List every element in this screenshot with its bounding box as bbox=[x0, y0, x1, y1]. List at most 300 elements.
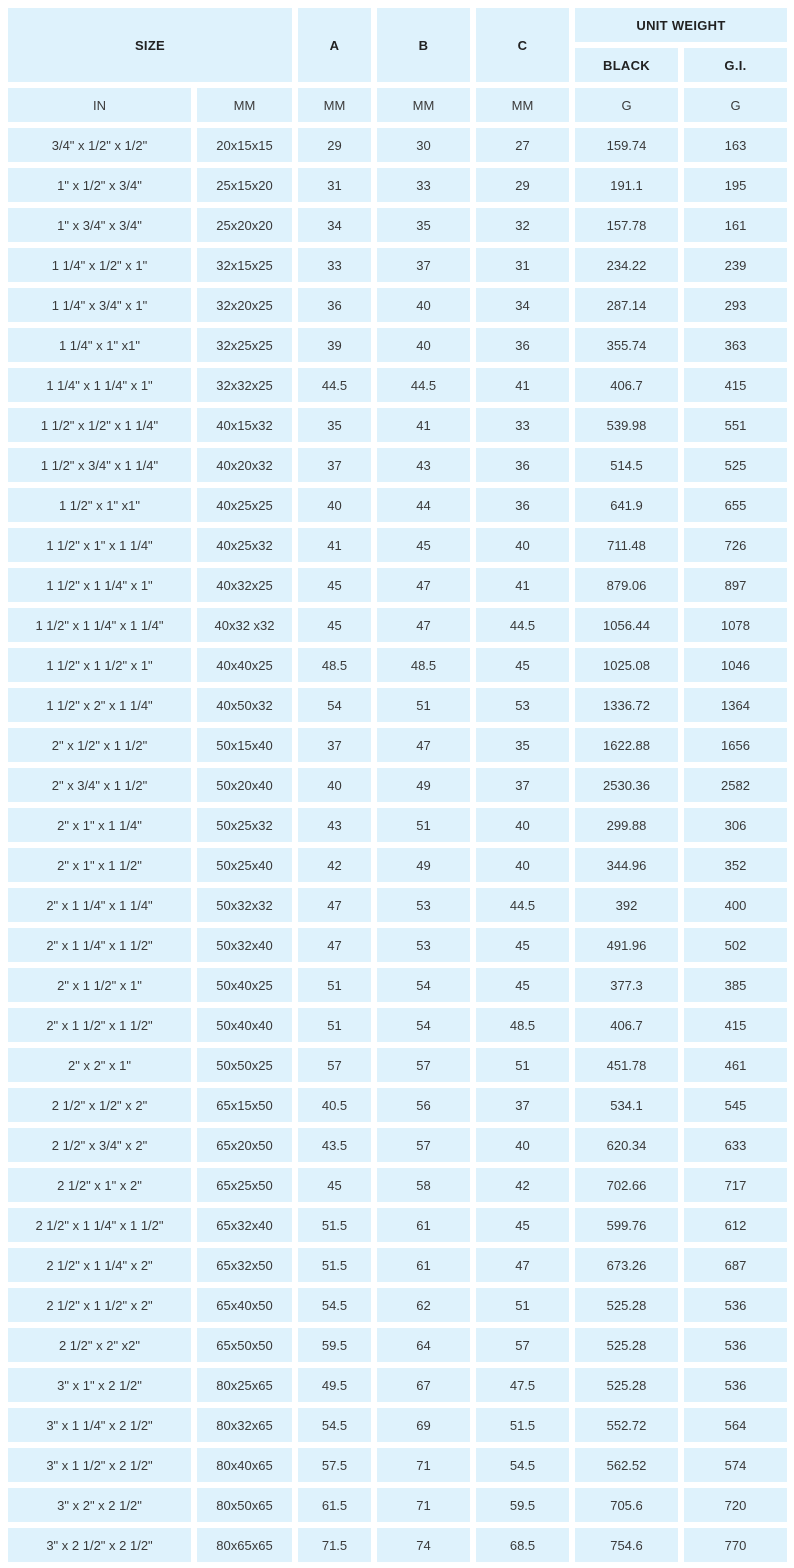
gi-weight-cell: 536 bbox=[684, 1288, 787, 1322]
unit-c: MM bbox=[476, 88, 569, 122]
black-weight-cell: 1025.08 bbox=[575, 648, 678, 682]
table-row bbox=[8, 1528, 787, 1562]
table-row bbox=[8, 1248, 787, 1282]
size-in-cell: 2 1/2" x 3/4" x 2" bbox=[8, 1128, 191, 1162]
a-cell: 59.5 bbox=[298, 1328, 371, 1362]
b-cell: 51 bbox=[377, 688, 470, 722]
size-mm-cell: 80x40x65 bbox=[197, 1448, 292, 1482]
black-weight-cell: 552.72 bbox=[575, 1408, 678, 1442]
unit-in: IN bbox=[8, 88, 191, 122]
a-cell: 61.5 bbox=[298, 1488, 371, 1522]
size-mm-cell: 50x50x25 bbox=[197, 1048, 292, 1082]
table-row bbox=[8, 1048, 787, 1082]
size-in-cell: 1 1/4" x 1 1/4" x 1" bbox=[8, 368, 191, 402]
black-weight-cell: 287.14 bbox=[575, 288, 678, 322]
black-weight-cell: 711.48 bbox=[575, 528, 678, 562]
gi-weight-cell: 1364 bbox=[684, 688, 787, 722]
table-row bbox=[8, 808, 787, 842]
c-cell: 68.5 bbox=[476, 1528, 569, 1562]
gi-weight-cell: 195 bbox=[684, 168, 787, 202]
gi-weight-cell: 1046 bbox=[684, 648, 787, 682]
size-mm-cell: 40x40x25 bbox=[197, 648, 292, 682]
black-weight-cell: 620.34 bbox=[575, 1128, 678, 1162]
black-weight-cell: 1336.72 bbox=[575, 688, 678, 722]
black-weight-cell: 525.28 bbox=[575, 1328, 678, 1362]
table-row bbox=[8, 568, 787, 602]
c-cell: 59.5 bbox=[476, 1488, 569, 1522]
a-cell: 49.5 bbox=[298, 1368, 371, 1402]
black-weight-cell: 406.7 bbox=[575, 368, 678, 402]
a-cell: 42 bbox=[298, 848, 371, 882]
size-in-cell: 2" x 1" x 1 1/2" bbox=[8, 848, 191, 882]
table-row bbox=[8, 888, 787, 922]
a-cell: 43.5 bbox=[298, 1128, 371, 1162]
gi-weight-cell: 726 bbox=[684, 528, 787, 562]
size-mm-cell: 65x25x50 bbox=[197, 1168, 292, 1202]
c-cell: 47.5 bbox=[476, 1368, 569, 1402]
a-cell: 57 bbox=[298, 1048, 371, 1082]
table-row bbox=[8, 648, 787, 682]
a-cell: 47 bbox=[298, 888, 371, 922]
size-in-cell: 1 1/2" x 1" x1" bbox=[8, 488, 191, 522]
table-row bbox=[8, 1088, 787, 1122]
c-cell: 36 bbox=[476, 328, 569, 362]
a-cell: 51 bbox=[298, 1008, 371, 1042]
size-mm-cell: 65x32x40 bbox=[197, 1208, 292, 1242]
gi-weight-cell: 352 bbox=[684, 848, 787, 882]
black-weight-cell: 377.3 bbox=[575, 968, 678, 1002]
unit-weight-header: UNIT WEIGHT bbox=[575, 8, 787, 42]
size-in-cell: 1" x 1/2" x 3/4" bbox=[8, 168, 191, 202]
b-cell: 35 bbox=[377, 208, 470, 242]
a-cell: 51 bbox=[298, 968, 371, 1002]
black-weight-cell: 641.9 bbox=[575, 488, 678, 522]
black-weight-cell: 491.96 bbox=[575, 928, 678, 962]
gi-weight-cell: 717 bbox=[684, 1168, 787, 1202]
table-row bbox=[8, 128, 787, 162]
b-cell: 62 bbox=[377, 1288, 470, 1322]
size-mm-cell: 50x25x40 bbox=[197, 848, 292, 882]
size-header: SIZE bbox=[8, 8, 292, 82]
a-cell: 71.5 bbox=[298, 1528, 371, 1562]
table-row bbox=[8, 1208, 787, 1242]
size-mm-cell: 65x32x50 bbox=[197, 1248, 292, 1282]
header-row-top bbox=[8, 8, 787, 42]
c-cell: 31 bbox=[476, 248, 569, 282]
a-cell: 45 bbox=[298, 1168, 371, 1202]
black-weight-cell: 1056.44 bbox=[575, 608, 678, 642]
table-row bbox=[8, 688, 787, 722]
c-cell: 27 bbox=[476, 128, 569, 162]
black-weight-cell: 539.98 bbox=[575, 408, 678, 442]
size-mm-cell: 40x25x25 bbox=[197, 488, 292, 522]
size-mm-cell: 40x32 x32 bbox=[197, 608, 292, 642]
c-cell: 57 bbox=[476, 1328, 569, 1362]
black-weight-cell: 673.26 bbox=[575, 1248, 678, 1282]
table-row bbox=[8, 168, 787, 202]
c-cell: 44.5 bbox=[476, 608, 569, 642]
c-cell: 29 bbox=[476, 168, 569, 202]
black-weight-cell: 525.28 bbox=[575, 1288, 678, 1322]
size-in-cell: 1 1/2" x 2" x 1 1/4" bbox=[8, 688, 191, 722]
size-mm-cell: 50x32x40 bbox=[197, 928, 292, 962]
b-cell: 64 bbox=[377, 1328, 470, 1362]
a-cell: 54.5 bbox=[298, 1288, 371, 1322]
c-cell: 53 bbox=[476, 688, 569, 722]
a-cell: 51.5 bbox=[298, 1248, 371, 1282]
size-mm-cell: 40x25x32 bbox=[197, 528, 292, 562]
table-row bbox=[8, 1368, 787, 1402]
a-cell: 33 bbox=[298, 248, 371, 282]
b-cell: 49 bbox=[377, 768, 470, 802]
b-cell: 53 bbox=[377, 888, 470, 922]
c-cell: 32 bbox=[476, 208, 569, 242]
table-row bbox=[8, 1408, 787, 1442]
gi-weight-cell: 293 bbox=[684, 288, 787, 322]
table-row bbox=[8, 488, 787, 522]
gi-weight-cell: 400 bbox=[684, 888, 787, 922]
black-weight-cell: 234.22 bbox=[575, 248, 678, 282]
c-cell: 35 bbox=[476, 728, 569, 762]
b-cell: 47 bbox=[377, 728, 470, 762]
size-in-cell: 2 1/2" x 1 1/4" x 1 1/2" bbox=[8, 1208, 191, 1242]
size-in-cell: 3" x 1" x 2 1/2" bbox=[8, 1368, 191, 1402]
table-row bbox=[8, 928, 787, 962]
size-mm-cell: 80x25x65 bbox=[197, 1368, 292, 1402]
a-cell: 45 bbox=[298, 568, 371, 602]
gi-weight-cell: 1656 bbox=[684, 728, 787, 762]
b-cell: 53 bbox=[377, 928, 470, 962]
c-cell: 40 bbox=[476, 1128, 569, 1162]
b-cell: 47 bbox=[377, 608, 470, 642]
table-row bbox=[8, 1488, 787, 1522]
a-header: A bbox=[298, 8, 371, 82]
size-in-cell: 3" x 2" x 2 1/2" bbox=[8, 1488, 191, 1522]
size-mm-cell: 65x40x50 bbox=[197, 1288, 292, 1322]
table-row bbox=[8, 608, 787, 642]
size-mm-cell: 40x32x25 bbox=[197, 568, 292, 602]
table-row bbox=[8, 408, 787, 442]
c-cell: 51 bbox=[476, 1288, 569, 1322]
c-cell: 41 bbox=[476, 368, 569, 402]
unit-b: MM bbox=[377, 88, 470, 122]
size-mm-cell: 32x20x25 bbox=[197, 288, 292, 322]
b-cell: 61 bbox=[377, 1248, 470, 1282]
size-in-cell: 2 1/2" x 2" x2" bbox=[8, 1328, 191, 1362]
black-weight-cell: 451.78 bbox=[575, 1048, 678, 1082]
size-in-cell: 3/4" x 1/2" x 1/2" bbox=[8, 128, 191, 162]
gi-weight-cell: 163 bbox=[684, 128, 787, 162]
a-cell: 51.5 bbox=[298, 1208, 371, 1242]
gi-weight-cell: 525 bbox=[684, 448, 787, 482]
c-cell: 36 bbox=[476, 488, 569, 522]
c-cell: 40 bbox=[476, 528, 569, 562]
black-weight-cell: 702.66 bbox=[575, 1168, 678, 1202]
black-weight-cell: 534.1 bbox=[575, 1088, 678, 1122]
size-in-cell: 1 1/2" x 1 1/4" x 1 1/4" bbox=[8, 608, 191, 642]
table-row bbox=[8, 1128, 787, 1162]
size-in-cell: 1 1/2" x 1/2" x 1 1/4" bbox=[8, 408, 191, 442]
gi-weight-cell: 461 bbox=[684, 1048, 787, 1082]
gi-weight-cell: 545 bbox=[684, 1088, 787, 1122]
b-cell: 58 bbox=[377, 1168, 470, 1202]
b-cell: 37 bbox=[377, 248, 470, 282]
c-cell: 45 bbox=[476, 968, 569, 1002]
c-cell: 34 bbox=[476, 288, 569, 322]
black-weight-cell: 705.6 bbox=[575, 1488, 678, 1522]
black-weight-cell: 157.78 bbox=[575, 208, 678, 242]
size-mm-cell: 65x50x50 bbox=[197, 1328, 292, 1362]
size-mm-cell: 40x20x32 bbox=[197, 448, 292, 482]
gi-weight-cell: 385 bbox=[684, 968, 787, 1002]
b-cell: 57 bbox=[377, 1128, 470, 1162]
table-row bbox=[8, 368, 787, 402]
b-cell: 48.5 bbox=[377, 648, 470, 682]
gi-weight-cell: 502 bbox=[684, 928, 787, 962]
size-mm-cell: 80x50x65 bbox=[197, 1488, 292, 1522]
c-cell: 45 bbox=[476, 1208, 569, 1242]
b-cell: 49 bbox=[377, 848, 470, 882]
units-row bbox=[8, 88, 787, 122]
a-cell: 40.5 bbox=[298, 1088, 371, 1122]
size-in-cell: 1 1/2" x 1 1/2" x 1" bbox=[8, 648, 191, 682]
size-mm-cell: 25x15x20 bbox=[197, 168, 292, 202]
unit-gi: G bbox=[684, 88, 787, 122]
table-row bbox=[8, 768, 787, 802]
a-cell: 31 bbox=[298, 168, 371, 202]
size-in-cell: 1 1/2" x 1 1/4" x 1" bbox=[8, 568, 191, 602]
table-row bbox=[8, 1168, 787, 1202]
gi-weight-cell: 2582 bbox=[684, 768, 787, 802]
a-cell: 34 bbox=[298, 208, 371, 242]
table-row bbox=[8, 1448, 787, 1482]
size-in-cell: 2" x 1 1/4" x 1 1/4" bbox=[8, 888, 191, 922]
a-cell: 40 bbox=[298, 488, 371, 522]
a-cell: 45 bbox=[298, 608, 371, 642]
a-cell: 44.5 bbox=[298, 368, 371, 402]
c-cell: 40 bbox=[476, 848, 569, 882]
reducing-tee-spec-table bbox=[2, 2, 793, 1568]
c-cell: 42 bbox=[476, 1168, 569, 1202]
size-mm-cell: 40x50x32 bbox=[197, 688, 292, 722]
table-row bbox=[8, 1008, 787, 1042]
size-mm-cell: 20x15x15 bbox=[197, 128, 292, 162]
size-mm-cell: 50x40x25 bbox=[197, 968, 292, 1002]
c-cell: 33 bbox=[476, 408, 569, 442]
black-weight-cell: 525.28 bbox=[575, 1368, 678, 1402]
b-cell: 30 bbox=[377, 128, 470, 162]
black-weight-cell: 299.88 bbox=[575, 808, 678, 842]
size-mm-cell: 32x25x25 bbox=[197, 328, 292, 362]
b-cell: 41 bbox=[377, 408, 470, 442]
c-cell: 47 bbox=[476, 1248, 569, 1282]
gi-weight-cell: 633 bbox=[684, 1128, 787, 1162]
a-cell: 57.5 bbox=[298, 1448, 371, 1482]
black-weight-cell: 1622.88 bbox=[575, 728, 678, 762]
b-cell: 54 bbox=[377, 1008, 470, 1042]
c-cell: 48.5 bbox=[476, 1008, 569, 1042]
b-header: B bbox=[377, 8, 470, 82]
b-cell: 71 bbox=[377, 1488, 470, 1522]
unit-mm: MM bbox=[197, 88, 292, 122]
c-cell: 54.5 bbox=[476, 1448, 569, 1482]
table-header bbox=[8, 8, 787, 122]
size-in-cell: 2 1/2" x 1 1/2" x 2" bbox=[8, 1288, 191, 1322]
size-mm-cell: 50x40x40 bbox=[197, 1008, 292, 1042]
c-cell: 45 bbox=[476, 648, 569, 682]
size-mm-cell: 50x15x40 bbox=[197, 728, 292, 762]
c-cell: 36 bbox=[476, 448, 569, 482]
c-cell: 41 bbox=[476, 568, 569, 602]
black-weight-cell: 159.74 bbox=[575, 128, 678, 162]
table-row bbox=[8, 248, 787, 282]
table-body bbox=[8, 128, 787, 1562]
size-in-cell: 2" x 1 1/2" x 1" bbox=[8, 968, 191, 1002]
b-cell: 40 bbox=[377, 288, 470, 322]
black-weight-cell: 562.52 bbox=[575, 1448, 678, 1482]
size-mm-cell: 25x20x20 bbox=[197, 208, 292, 242]
size-mm-cell: 80x32x65 bbox=[197, 1408, 292, 1442]
c-cell: 37 bbox=[476, 1088, 569, 1122]
size-in-cell: 2" x 3/4" x 1 1/2" bbox=[8, 768, 191, 802]
size-in-cell: 2 1/2" x 1" x 2" bbox=[8, 1168, 191, 1202]
a-cell: 37 bbox=[298, 448, 371, 482]
table-row bbox=[8, 328, 787, 362]
b-cell: 57 bbox=[377, 1048, 470, 1082]
c-cell: 37 bbox=[476, 768, 569, 802]
c-cell: 45 bbox=[476, 928, 569, 962]
black-weight-cell: 406.7 bbox=[575, 1008, 678, 1042]
gi-weight-cell: 363 bbox=[684, 328, 787, 362]
black-weight-cell: 344.96 bbox=[575, 848, 678, 882]
size-mm-cell: 40x15x32 bbox=[197, 408, 292, 442]
a-cell: 39 bbox=[298, 328, 371, 362]
size-in-cell: 2" x 1" x 1 1/4" bbox=[8, 808, 191, 842]
black-header: BLACK bbox=[575, 48, 678, 82]
gi-weight-cell: 306 bbox=[684, 808, 787, 842]
table-row bbox=[8, 1328, 787, 1362]
gi-weight-cell: 536 bbox=[684, 1368, 787, 1402]
gi-weight-cell: 574 bbox=[684, 1448, 787, 1482]
gi-weight-cell: 161 bbox=[684, 208, 787, 242]
b-cell: 54 bbox=[377, 968, 470, 1002]
b-cell: 33 bbox=[377, 168, 470, 202]
size-mm-cell: 65x20x50 bbox=[197, 1128, 292, 1162]
size-in-cell: 2" x 1/2" x 1 1/2" bbox=[8, 728, 191, 762]
b-cell: 51 bbox=[377, 808, 470, 842]
size-mm-cell: 32x32x25 bbox=[197, 368, 292, 402]
gi-weight-cell: 770 bbox=[684, 1528, 787, 1562]
size-in-cell: 1 1/4" x 1" x1" bbox=[8, 328, 191, 362]
black-weight-cell: 599.76 bbox=[575, 1208, 678, 1242]
size-mm-cell: 32x15x25 bbox=[197, 248, 292, 282]
a-cell: 47 bbox=[298, 928, 371, 962]
gi-weight-cell: 655 bbox=[684, 488, 787, 522]
b-cell: 47 bbox=[377, 568, 470, 602]
black-weight-cell: 754.6 bbox=[575, 1528, 678, 1562]
c-header: C bbox=[476, 8, 569, 82]
gi-header: G.I. bbox=[684, 48, 787, 82]
a-cell: 54.5 bbox=[298, 1408, 371, 1442]
table-row bbox=[8, 448, 787, 482]
size-mm-cell: 80x65x65 bbox=[197, 1528, 292, 1562]
a-cell: 35 bbox=[298, 408, 371, 442]
table-row bbox=[8, 528, 787, 562]
c-cell: 40 bbox=[476, 808, 569, 842]
unit-a: MM bbox=[298, 88, 371, 122]
b-cell: 56 bbox=[377, 1088, 470, 1122]
a-cell: 40 bbox=[298, 768, 371, 802]
unit-black: G bbox=[575, 88, 678, 122]
table-row bbox=[8, 288, 787, 322]
size-in-cell: 1 1/4" x 3/4" x 1" bbox=[8, 288, 191, 322]
table-row bbox=[8, 848, 787, 882]
gi-weight-cell: 415 bbox=[684, 1008, 787, 1042]
black-weight-cell: 355.74 bbox=[575, 328, 678, 362]
gi-weight-cell: 687 bbox=[684, 1248, 787, 1282]
b-cell: 71 bbox=[377, 1448, 470, 1482]
size-mm-cell: 50x25x32 bbox=[197, 808, 292, 842]
size-mm-cell: 50x20x40 bbox=[197, 768, 292, 802]
size-mm-cell: 65x15x50 bbox=[197, 1088, 292, 1122]
black-weight-cell: 392 bbox=[575, 888, 678, 922]
size-in-cell: 3" x 1 1/2" x 2 1/2" bbox=[8, 1448, 191, 1482]
a-cell: 29 bbox=[298, 128, 371, 162]
c-cell: 51 bbox=[476, 1048, 569, 1082]
b-cell: 61 bbox=[377, 1208, 470, 1242]
black-weight-cell: 879.06 bbox=[575, 568, 678, 602]
size-in-cell: 1 1/4" x 1/2" x 1" bbox=[8, 248, 191, 282]
size-in-cell: 1" x 3/4" x 3/4" bbox=[8, 208, 191, 242]
a-cell: 48.5 bbox=[298, 648, 371, 682]
black-weight-cell: 514.5 bbox=[575, 448, 678, 482]
size-in-cell: 3" x 1 1/4" x 2 1/2" bbox=[8, 1408, 191, 1442]
table-row bbox=[8, 728, 787, 762]
gi-weight-cell: 612 bbox=[684, 1208, 787, 1242]
size-in-cell: 3" x 2 1/2" x 2 1/2" bbox=[8, 1528, 191, 1562]
size-in-cell: 2" x 1 1/4" x 1 1/2" bbox=[8, 928, 191, 962]
a-cell: 43 bbox=[298, 808, 371, 842]
gi-weight-cell: 720 bbox=[684, 1488, 787, 1522]
c-cell: 51.5 bbox=[476, 1408, 569, 1442]
size-in-cell: 2 1/2" x 1 1/4" x 2" bbox=[8, 1248, 191, 1282]
table-row bbox=[8, 208, 787, 242]
c-cell: 44.5 bbox=[476, 888, 569, 922]
table-row bbox=[8, 1288, 787, 1322]
a-cell: 41 bbox=[298, 528, 371, 562]
b-cell: 69 bbox=[377, 1408, 470, 1442]
table-row bbox=[8, 968, 787, 1002]
black-weight-cell: 2530.36 bbox=[575, 768, 678, 802]
b-cell: 67 bbox=[377, 1368, 470, 1402]
size-in-cell: 2" x 2" x 1" bbox=[8, 1048, 191, 1082]
size-mm-cell: 50x32x32 bbox=[197, 888, 292, 922]
a-cell: 36 bbox=[298, 288, 371, 322]
gi-weight-cell: 239 bbox=[684, 248, 787, 282]
size-in-cell: 1 1/2" x 3/4" x 1 1/4" bbox=[8, 448, 191, 482]
b-cell: 43 bbox=[377, 448, 470, 482]
gi-weight-cell: 897 bbox=[684, 568, 787, 602]
b-cell: 44.5 bbox=[377, 368, 470, 402]
b-cell: 44 bbox=[377, 488, 470, 522]
size-in-cell: 2 1/2" x 1/2" x 2" bbox=[8, 1088, 191, 1122]
a-cell: 54 bbox=[298, 688, 371, 722]
gi-weight-cell: 536 bbox=[684, 1328, 787, 1362]
size-in-cell: 2" x 1 1/2" x 1 1/2" bbox=[8, 1008, 191, 1042]
black-weight-cell: 191.1 bbox=[575, 168, 678, 202]
b-cell: 74 bbox=[377, 1528, 470, 1562]
size-in-cell: 1 1/2" x 1" x 1 1/4" bbox=[8, 528, 191, 562]
